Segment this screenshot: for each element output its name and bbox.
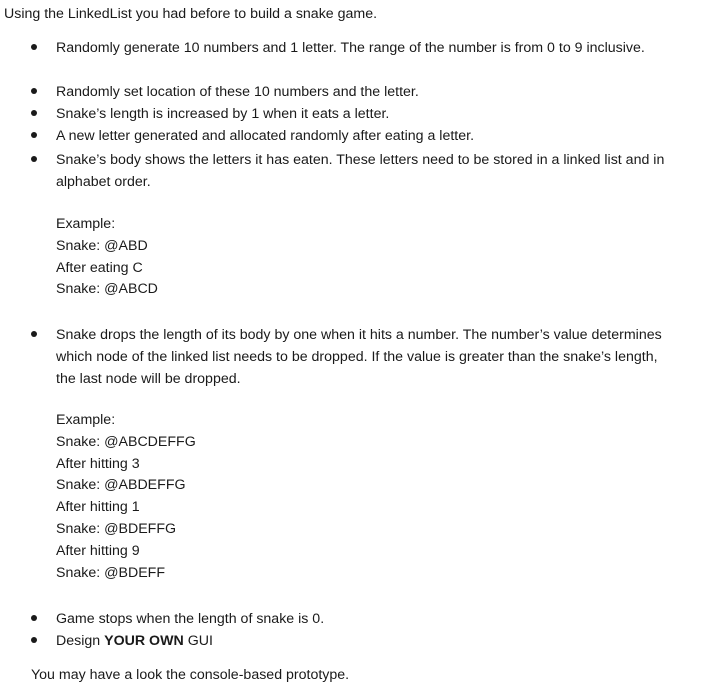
bullet (31, 637, 37, 643)
bullet (31, 110, 37, 116)
intro-text: Using the LinkedList you had before to build a snake game. (4, 6, 378, 22)
rule-item: Randomly set location of these 10 numbers and the letter. (56, 84, 419, 100)
example-line: Example: (56, 412, 116, 428)
bullet (31, 88, 37, 94)
bullet (31, 615, 37, 621)
example-line: Snake: @ABDEFFG (56, 477, 186, 494)
rule-item: A new letter generated and allocated randomly after eating a letter. (56, 128, 475, 144)
gui-rule-suffix: GUI (187, 633, 213, 649)
example-line: Snake: @BDEFF (56, 564, 166, 581)
rule-item: Game stops when the length of snake is 0. (56, 611, 325, 627)
example-line: Snake: @ABCDEFFG (56, 433, 196, 450)
gui-rule-prefix: Design (56, 633, 101, 649)
bullet (31, 44, 37, 50)
example-line: Snake: @BDEFFG (56, 520, 177, 537)
example-numbers-block (56, 410, 196, 584)
example-line: After hitting 3 (56, 455, 140, 472)
example-line: After eating C (56, 259, 143, 276)
gui-rule-item (56, 630, 676, 652)
rule-item: Snake drops the length of its body by one when it hits a number. The number’s value determines which node of the linked list needs to be dropped. If the value is greater than the snake’s length, the last node will be dropped. (56, 327, 662, 387)
rule-item: Randomly generate 10 numbers and 1 letter. The range of the number is from 0 to 9 inclusive. (56, 40, 645, 56)
example-line: Snake: @ABD (56, 237, 148, 254)
rule-item: Snake’s body shows the letters it has eaten. These letters need to be stored in a linked list and in alphabet order. (56, 152, 665, 190)
example-line: Example: (56, 216, 116, 232)
gui-rule-emphasis: YOUR OWN (104, 633, 184, 649)
example-letters-block (56, 214, 158, 301)
bullet (31, 331, 37, 337)
outro-text: You may have a look the console-based prototype. (31, 667, 350, 683)
bullet (31, 132, 37, 138)
example-line: Snake: @ABCD (56, 281, 158, 298)
example-line: After hitting 9 (56, 542, 140, 559)
rule-item: Snake’s length is increased by 1 when it eats a letter. (56, 106, 390, 122)
bullet (31, 156, 37, 162)
example-line: After hitting 1 (56, 499, 140, 516)
